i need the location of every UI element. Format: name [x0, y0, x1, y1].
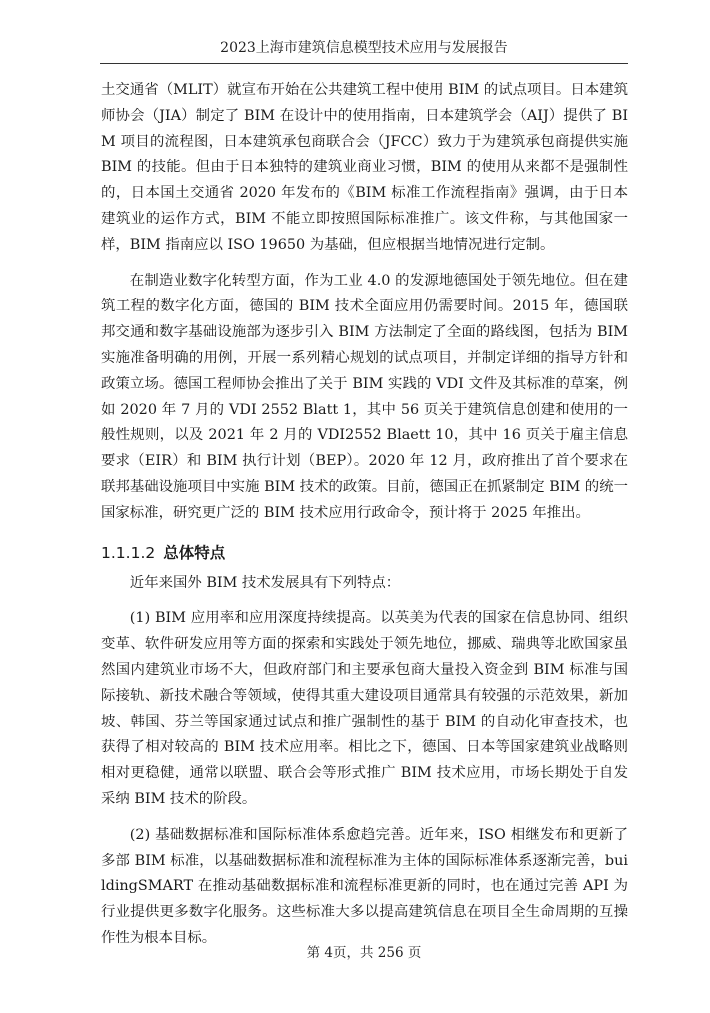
main-content	[101, 78, 628, 952]
paragraph-germany: 在制造业数字化转型方面，作为工业 4.0 的发源地德国处于领先地位。但在建筑工程的数字化方面，德国的 BIM 技术全面应用仍需要时间。2015 年，德国联邦交通和数字基础设施部为逐步引入 BIM 方法制定了全面的路线图，包括为 BIM 实施准备明确的用例，开展一系列精心规划的试点项目，并制定详细的指导方针和政策立场。德国工程师协会推出了关于 BIM 实践的 VDI 文件及其标准的草案，例如 2020 年 7 月的 VDI 2552 Blatt 1，其中 56 页关于建筑信息创建和使用的一般性规则，以及 2021 年 2 月的 VDI2552 Blaett 10，其中 16 页关于雇主信息要求（EIR）和 BIM 执行计划（BEP）。2020 年 12 月，政府推出了首个要求在联邦基础设施项目中实施 BIM 技术的政策。目前，德国正在抓紧制定 BIM 的统一国家标准，研究更广泛的 BIM 技术应用行政命令，预计将于 2025 年推出。	[101, 272, 628, 521]
page-number-footer: 第 4页，共 256 页	[306, 945, 422, 961]
running-header: 2023上海市建筑信息模型技术应用与发展报告	[220, 40, 508, 56]
header-divider	[100, 63, 628, 64]
section-heading	[101, 541, 628, 565]
list-item-1: (1) BIM 应用率和应用深度持续提高。以英美为代表的国家在信息协同、组织变革、软件研发应用等方面的探索和实践处于领先地位，挪威、瑞典等北欧国家虽然国内建筑业市场不大，但政府部门和主要承包商大量投入资金到 BIM 标准与国际接轨、新技术融合等领域，使得其重大建设项目通常具有较强的示范效果，新加坡、韩国、芬兰等国家通过试点和推广强制性的基于 BIM 的自动化审查技术，也获得了相对较高的 BIM 技术应用率。相比之下，德国、日本等国家建筑业战略则相对更稳健，通常以联盟、联合会等形式推广 BIM 技术应用，市场长期处于自发采纳 BIM 技术的阶段。	[101, 610, 628, 807]
section-intro: 近年来国外 BIM 技术发展具有下列特点：	[129, 574, 401, 591]
section-number: 1.1.1.2	[101, 543, 156, 562]
list-item-2: (2) 基础数据标准和国际标准体系愈趋完善。近年来，ISO 相继发布和更新了多部 BIM 标准，以基础数据标准和流程标准为主体的国际标准体系逐渐完善，buildingSMART 在推动基础数据标准和流程标准更新的同时，也在通过完善 API 为行业提供更多数字化服务。这些标准大多以提高建筑信息在项目全生命周期的互操作性为根本目标。	[101, 826, 628, 946]
section-title: 总体特点	[163, 543, 226, 562]
paragraph-japan: 土交通省（MLIT）就宣布开始在公共建筑工程中使用 BIM 的试点项目。日本建筑师协会（JIA）制定了 BIM 在设计中的使用指南，日本建筑学会（AIJ）提供了 BIM 项目的流程图，日本建筑承包商联合会（JFCC）致力于为建筑承包商提供实施 BIM 的技能。但由于日本独特的建筑业商业习惯，BIM 的使用从来都不是强制性的，日本国土交通省 2020 年发布的《BIM 标准工作流程指南》强调，由于日本建筑业的运作方式，BIM 不能立即按照国际标准推广。该文件称，与其他国家一样，BIM 指南应以 ISO 19650 为基础，但应根据当地情况进行定制。	[101, 82, 628, 253]
